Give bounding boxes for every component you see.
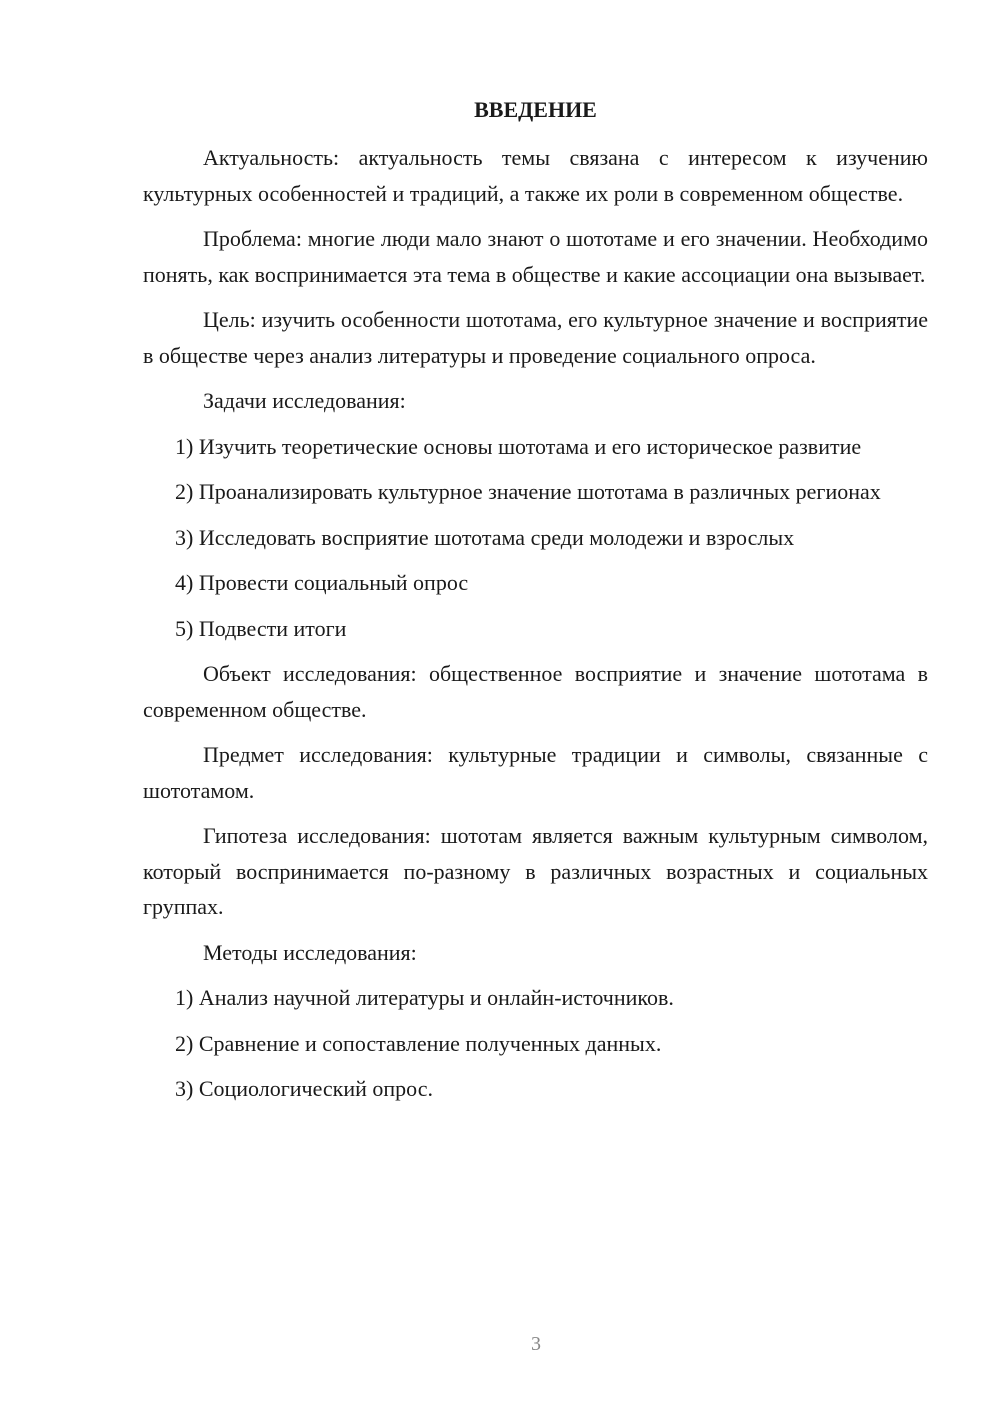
methods-heading: Методы исследования: bbox=[203, 939, 417, 965]
page-number: 3 bbox=[531, 1333, 541, 1355]
relevance-paragraph: Актуальность: актуальность темы связана с интересом к изучению культурных особенностей и традиций, а также их роли в современном обществе. bbox=[143, 145, 928, 206]
tasks-heading: Задачи исследования: bbox=[203, 388, 406, 413]
problem-paragraph: Проблема: многие люди мало знают о шототаме и его значении. Необходимо понять, как воспринимается эта тема в обществе и какие ассоциации она вызывает. bbox=[143, 226, 928, 287]
task-item-3: 3) Исследовать восприятие шототама среди молодежи и взрослых bbox=[175, 524, 795, 550]
task-item-5: 5) Подвести итоги bbox=[175, 615, 347, 641]
method-item-3: 3) Социологический опрос. bbox=[175, 1076, 433, 1101]
page-content bbox=[143, 93, 928, 1117]
task-item-4: 4) Провести социальный опрос bbox=[175, 570, 469, 595]
method-item-1: 1) Анализ научной литературы и онлайн-источников. bbox=[175, 985, 674, 1010]
method-item-2: 2) Сравнение и сопоставление полученных данных. bbox=[175, 1030, 662, 1056]
task-item-1: 1) Изучить теоретические основы шототама и его историческое развитие bbox=[175, 433, 862, 459]
section-title: ВВЕДЕНИЕ bbox=[474, 97, 597, 122]
goal-paragraph: Цель: изучить особенности шототама, его культурное значение и восприятие в обществе через анализ литературы и проведение социального опроса. bbox=[143, 307, 928, 368]
subject-paragraph: Предмет исследования: культурные традиции и символы, связанные с шототамом. bbox=[143, 742, 928, 803]
hypothesis-paragraph: Гипотеза исследования: шототам является важным культурным символом, который воспринимается по-разному в различных возрастных и социальных группах. bbox=[143, 823, 928, 919]
task-item-2: 2) Проанализировать культурное значение шототама в различных регионах bbox=[175, 479, 881, 504]
object-paragraph: Объект исследования: общественное восприятие и значение шототама в современном обществе. bbox=[143, 661, 928, 722]
